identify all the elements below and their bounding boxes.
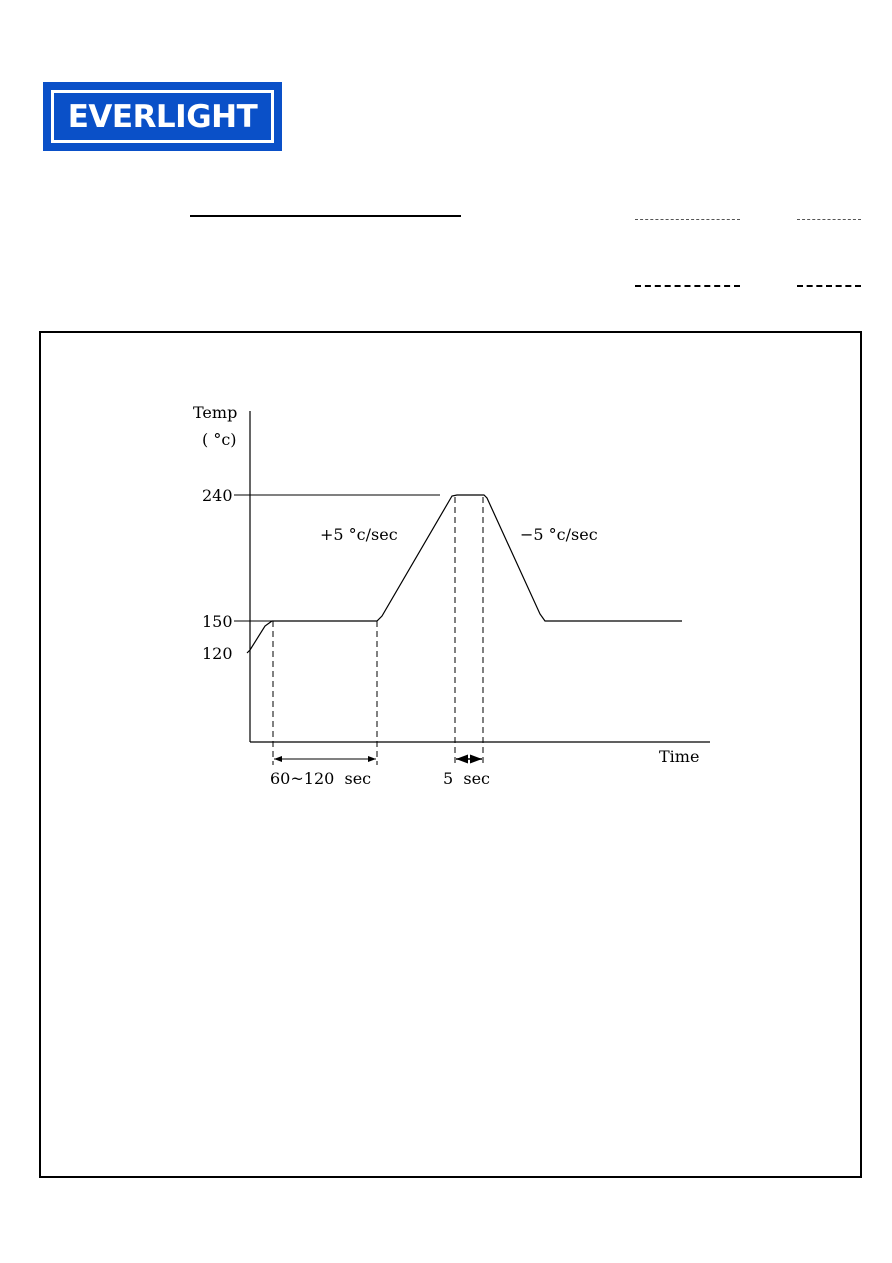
rate-up-label: +5 °c/sec bbox=[320, 525, 398, 544]
preheat-duration-label: 60~120 sec bbox=[270, 769, 372, 788]
peak-duration-label: 5 sec bbox=[443, 769, 490, 788]
y-tick-150: 150 bbox=[202, 612, 233, 631]
temperature-profile-line bbox=[247, 495, 682, 653]
y-axis-label-line2: ( °c) bbox=[202, 430, 237, 449]
y-axis-label-line1: Temp bbox=[193, 403, 238, 422]
x-axis-label: Time bbox=[659, 747, 700, 766]
rate-down-label: −5 °c/sec bbox=[520, 525, 598, 544]
y-tick-120: 120 bbox=[202, 644, 233, 663]
y-tick-240: 240 bbox=[202, 486, 233, 505]
logo-text: EVERLIGHT bbox=[67, 98, 258, 135]
